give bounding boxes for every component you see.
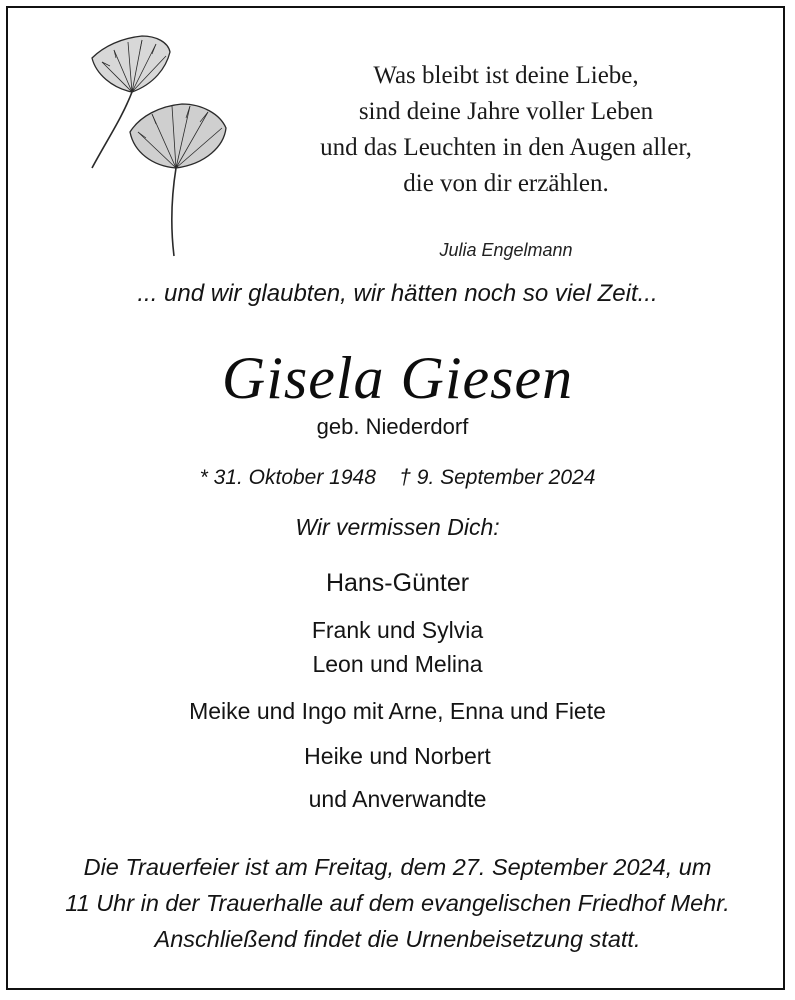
mourner-line: Leon und Melina	[312, 651, 483, 677]
poem	[300, 58, 712, 202]
birth-date: * 31. Oktober 1948	[199, 466, 376, 489]
funeral-info	[0, 849, 795, 957]
mourner-line: und Anverwandte	[308, 786, 487, 812]
poem-line: sind deine Jahre voller Leben	[358, 98, 654, 125]
maiden-name: geb. Niederdorf	[316, 414, 469, 439]
life-dates	[0, 466, 795, 490]
missed-line: Wir vermissen Dich:	[295, 514, 500, 540]
funeral-line: 11 Uhr in der Trauerhalle auf dem evangelischen Friedhof Mehr.	[65, 890, 730, 916]
poem-line: die von dir erzählen.	[403, 170, 609, 197]
mourner-line: Frank und Sylvia	[311, 617, 484, 643]
deceased-name: Gisela Giesen	[221, 345, 574, 411]
mourner-spouse: Hans-Günter	[325, 569, 470, 597]
ginkgo-leaves-icon	[82, 28, 252, 260]
poem-author: Julia Engelmann	[439, 240, 573, 260]
motto: ... und wir glaubten, wir hätten noch so viel Zeit...	[137, 280, 658, 307]
mourner-line: Heike und Norbert	[304, 743, 491, 769]
death-date: † 9. September 2024	[399, 466, 596, 489]
mourner-line: Meike und Ingo mit Arne, Enna und Fiete	[189, 698, 606, 724]
funeral-line: Anschließend findet die Urnenbeisetzung statt.	[154, 926, 641, 952]
poem-line: und das Leuchten in den Augen aller,	[320, 134, 692, 161]
funeral-line: Die Trauerfeier ist am Freitag, dem 27. September 2024, um	[83, 854, 712, 880]
poem-line: Was bleibt ist deine Liebe,	[373, 62, 639, 89]
